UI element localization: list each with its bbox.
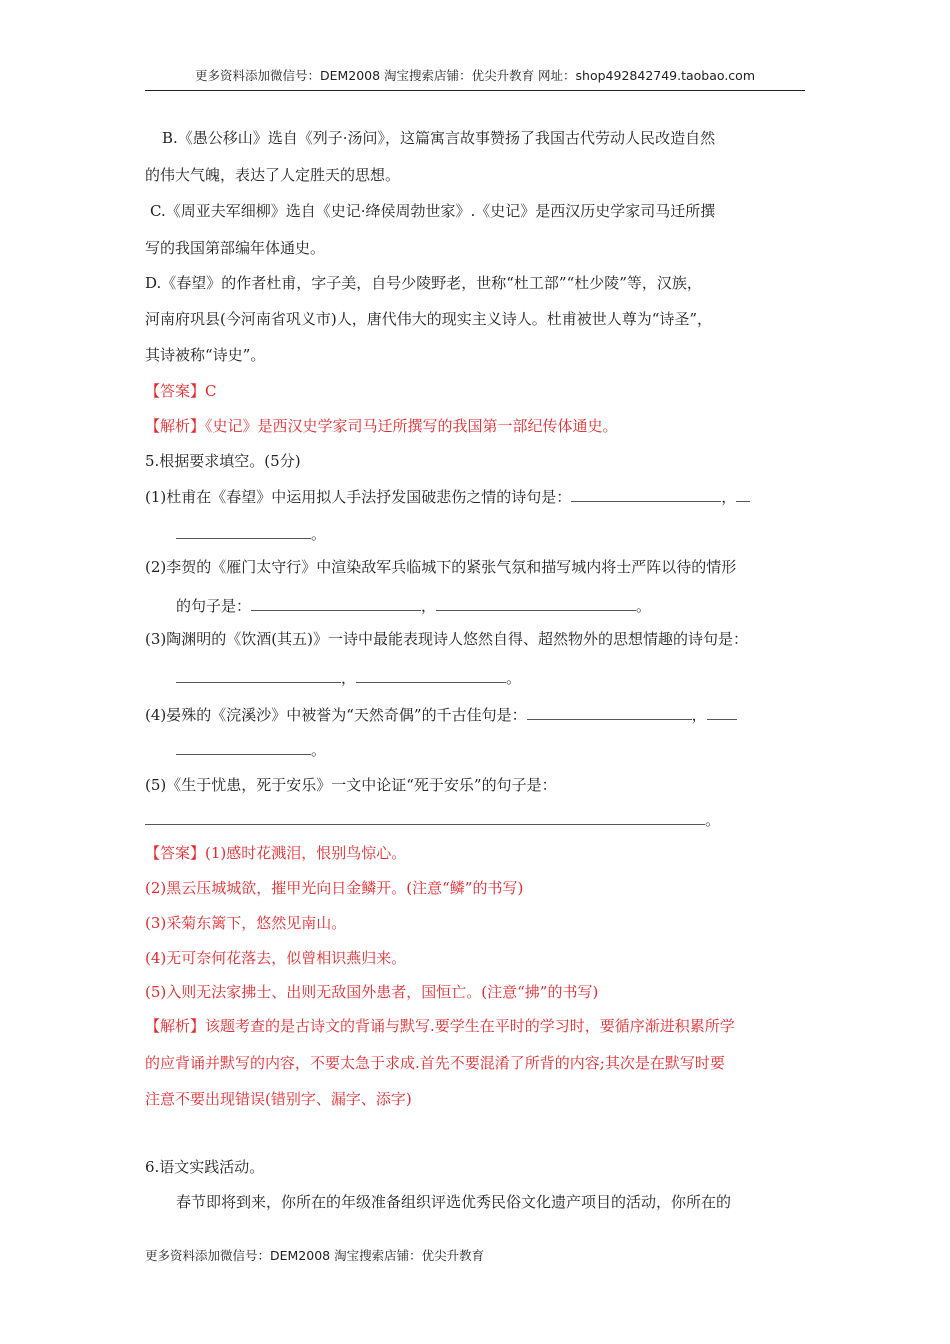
q5-part4-prompt: (4)晏殊的《浣溪沙》中被誉为“天然奇偶”的千古佳句是： <box>145 706 527 724</box>
comma: ， <box>691 706 707 724</box>
q5-part5-line2 <box>145 810 720 830</box>
q5-part3-line1: (3)陶渊明的《饮酒(其五)》一诗中最能表现诗人悠然自得、超然物外的思想情趣的诗句是： <box>145 630 748 648</box>
q5-answer-2: (2)黑云压城城欲，摧甲光向日金鳞开。(注意“鳞”的书写) <box>145 879 524 897</box>
option-d-line1: D.《春望》的作者杜甫，字子美，自号少陵野老，世称“杜工部”“杜少陵”等，汉族， <box>145 274 702 292</box>
q5-answer-3: (3)采菊东篱下，悠然见南山。 <box>145 914 347 932</box>
option-d-line2: 河南府巩县(今河南省巩义市)人，唐代伟大的现实主义诗人。杜甫被世人尊为“诗圣”， <box>145 310 713 328</box>
q5-analysis-2: 的应背诵并默写的内容，不要太急于求成.首先不要混淆了所背的内容;其次是在默写时要 <box>145 1054 725 1072</box>
period: 。 <box>636 597 652 615</box>
q5-part1-blank2-start[interactable] <box>736 487 750 502</box>
q5-analysis-1: 【解析】该题考查的是古诗文的背诵与默写.要学生在平时的学习时，要循序渐进积累所学 <box>145 1017 735 1035</box>
q5-part4-line2 <box>176 740 326 760</box>
q5-part5-line1: (5)《生于忧患，死于安乐》一文中论证“死于安乐”的句子是： <box>145 776 557 794</box>
option-b-line2: 的伟大气魄，表达了人定胜天的思想。 <box>145 166 401 184</box>
q5-part2-blank1[interactable] <box>251 596 421 611</box>
q5-part1-line2 <box>176 524 326 544</box>
q5-title: 5.根据要求填空。(5分) <box>145 452 301 470</box>
q5-part2-prompt: 的句子是： <box>176 597 252 615</box>
q5-part1-blank2-end[interactable] <box>176 524 311 539</box>
option-c-line2: 写的我国第部编年体通史。 <box>145 239 326 257</box>
q6-title: 6.语文实践活动。 <box>145 1158 265 1176</box>
q5-answer-1: 【答案】(1)感时花溅泪，恨别鸟惊心。 <box>145 844 407 862</box>
option-c-line1: C.《周亚夫军细柳》选自《史记·绛侯周勃世家》.《史记》是西汉历史学家司马迁所撰 <box>150 202 716 220</box>
q5-part3-blank2[interactable] <box>356 668 506 683</box>
q5-part3-blank1[interactable] <box>176 668 341 683</box>
q4-answer: 【答案】C <box>145 382 217 400</box>
period: 。 <box>506 669 522 687</box>
option-b-line1: B.《愚公移山》选自《列子·汤问》，这篇寓言故事赞扬了我国古代劳动人民改造自然 <box>162 129 716 147</box>
q5-answer-5: (5)入则无法家拂士、出则无敌国外患者，国恒亡。(注意“拂”的书写) <box>145 983 599 1001</box>
q5-part1-prompt: (1)杜甫在《春望》中运用拟人手法抒发国破悲伤之情的诗句是： <box>145 488 572 506</box>
q5-part3-line2 <box>176 668 521 688</box>
q6-paragraph: 春节即将到来，你所在的年级准备组织评选优秀民俗文化遗产项目的活动，你所在的 <box>176 1193 732 1211</box>
q5-analysis-3: 注意不要出现错误(错别字、漏字、添字) <box>145 1090 412 1108</box>
period: 。 <box>311 741 327 759</box>
q5-part2-line2 <box>176 596 651 616</box>
q5-part2-line1: (2)李贺的《雁门太守行》中渲染敌军兵临城下的紧张气氛和描写城内将士严阵以待的情形 <box>145 558 737 576</box>
comma: ， <box>421 597 437 615</box>
comma: ， <box>721 488 737 506</box>
q5-answer-4: (4)无可奈何花落去，似曾相识燕归来。 <box>145 949 407 967</box>
q5-part4-line1 <box>145 705 737 725</box>
q5-part1-line1 <box>145 487 750 507</box>
option-d-line3: 其诗被称“诗史”。 <box>145 346 266 364</box>
q5-part4-blank2-end[interactable] <box>176 740 311 755</box>
period: 。 <box>705 811 721 829</box>
comma: ， <box>341 669 357 687</box>
q5-part5-blank[interactable] <box>145 810 705 825</box>
page-header: 更多资料添加微信号：DEM2008 淘宝搜索店铺：优尖升教育 网址：shop492842749.taobao.com <box>145 66 805 91</box>
page-footer: 更多资料添加微信号：DEM2008 淘宝搜索店铺：优尖升教育 <box>145 1248 485 1263</box>
q5-part4-blank1[interactable] <box>527 705 692 720</box>
q5-part2-blank2[interactable] <box>436 596 636 611</box>
q5-part1-blank1[interactable] <box>571 487 721 502</box>
period: 。 <box>311 525 327 543</box>
q4-analysis: 【解析】《史记》是西汉史学家司马迁所撰写的我国第一部纪传体通史。 <box>145 417 618 435</box>
q5-part4-blank2-start[interactable] <box>707 705 737 720</box>
